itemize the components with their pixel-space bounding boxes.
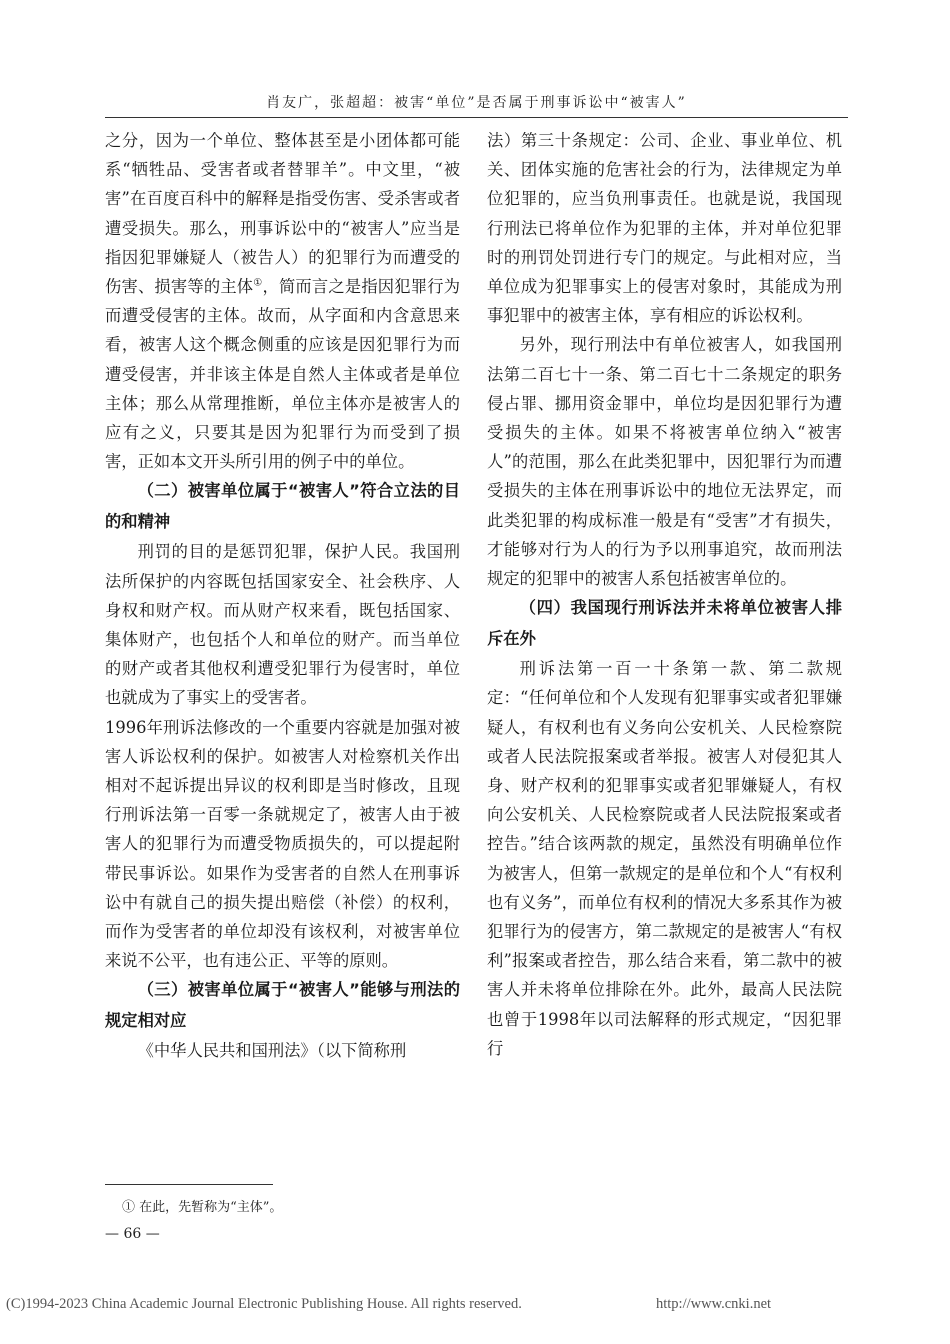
paragraph: 法）第三十条规定：公司、企业、事业单位、机关、团体实施的危害社会的行为，法律规定为单位犯罪的，应当负刑事责任。也就是说，我国现行刑法已将单位作为犯罪的主体，并对单位犯罪时的刑罚处罚进行专门的规定。与此相对应，当单位成为犯罪事实上的侵害对象时，其能成为刑事犯罪中的被害主体，享有相应的诉讼权利。 (487, 131, 842, 326)
section-heading: （三）被害单位属于“被害人”能够与刑法的规定相对应 (105, 980, 460, 1030)
paragraph: 另外，现行刑法中有单位被害人，如我国刑法第二百七十一条、第二百七十二条规定的职务侵占罪、挪用资金罪中，单位均是因犯罪行为遭受损失的主体。如果不将被害单位纳入“被害人”的范围，那么在此类犯罪中，因犯罪行为而遭受损失的主体在刑事诉讼中的地位无法界定，而此类犯罪的构成标准一般是有“受害”才有损失，才能够对行为人的行为予以刑事追究，故而刑法规定的犯罪中的被害人系包括被害单位的。 (487, 335, 842, 589)
paragraph: 1996年刑诉法修改的一个重要内容就是加强对被害人诉讼权利的保护。如被害人对检察机关作出相对不起诉提出异议的权利即是当时修改，且现行刑诉法第一百零一条就规定了，被害人由于被害人的犯罪行为而遭受物质损失的，可以提起附带民事诉讼。如果作为受害者的自然人在刑事诉讼中有就自己的损失提出赔偿（补偿）的权利，而作为受害者的单位却没有该权利，对被害单位来说不公平，也有违公正、平等的原则。 (105, 717, 460, 971)
paragraph (105, 126, 460, 476)
copyright-text: (C)1994-2023 China Academic Journal Electronic Publishing House. All rights reserved. (6, 1296, 522, 1312)
section-heading: （四）我国现行刑诉法并未将单位被害人排斥在外 (487, 598, 842, 648)
paragraph: 《中华人民共和国刑法》（以下简称刑 (137, 1041, 407, 1061)
right-column (487, 126, 842, 1063)
page-number: — 66 — (105, 1226, 160, 1242)
section-heading: （二）被害单位属于“被害人”符合立法的目的和精神 (105, 481, 460, 531)
paragraph: 刑罚的目的是惩罚犯罪，保护人民。我国刑法所保护的内容既包括国家安全、社会秩序、人身权和财产权。而从财产权来看，既包括国家、集体财产，也包括个人和单位的财产。而当单位的财产或者其他权利遭受犯罪行为侵害时，单位也就成为了事实上的受害者。 (105, 542, 460, 708)
paragraph-text: 之分，因为一个单位、整体甚至是小团体都可能系“牺牲品、受害者或者替罪羊”。中文里，“被害”在百度百科中的解释是指受伤害、受杀害或者遭受损失。那么，刑事诉讼中的“被害人”应当是指因犯罪嫌疑人（被告人）的犯罪行为而遭受的伤害、损害等的主体 (105, 131, 460, 297)
paragraph: 刑诉法第一百一十条第一款、第二款规定：“任何单位和个人发现有犯罪事实或者犯罪嫌疑人，有权利也有义务向公安机关、人民检察院或者人民法院报案或者举报。被害人对侵犯其人身、财产权利的犯罪事实或者犯罪嫌疑人，有权向公安机关、人民检察院或者人民法院报案或者控告。”结合该两款的规定，虽然没有明确单位作为被害人，但第一款规定的是单位和个人“有权利也有义务”，而单位有权利的情况大多系其作为被犯罪行为的侵害方，第二款规定的是被害人“有权利”报案或者控告，那么结合来看，第二款中的被害人并未将单位排除在外。此外，最高人民法院也曾于1998年以司法解释的形式规定，“因犯罪行 (487, 659, 842, 1058)
footnote-marker[interactable]: ① (253, 277, 263, 289)
footnote-rule (105, 1184, 273, 1185)
cnki-link[interactable]: http://www.cnki.net (656, 1296, 772, 1312)
footnote: ① 在此，先暂称为“主体”。 (122, 1200, 283, 1215)
paragraph-text: ，简而言之是指因犯罪行为而遭受侵害的主体。故而，从字面和内含意思来看，被害人这个概念侧重的应该是因犯罪行为而遭受侵害，并非该主体是自然人主体或者是单位主体；那么从常理推断，单位主体亦是被害人的应有之义，只要其是因为犯罪行为而受到了损害，正如本文开头所引用的例子中的单位。 (105, 277, 460, 472)
header-rule (105, 117, 848, 118)
left-column (105, 126, 460, 1066)
running-header: 肖友广，张超超：被害“单位”是否属于刑事诉讼中“被害人” (266, 95, 687, 111)
